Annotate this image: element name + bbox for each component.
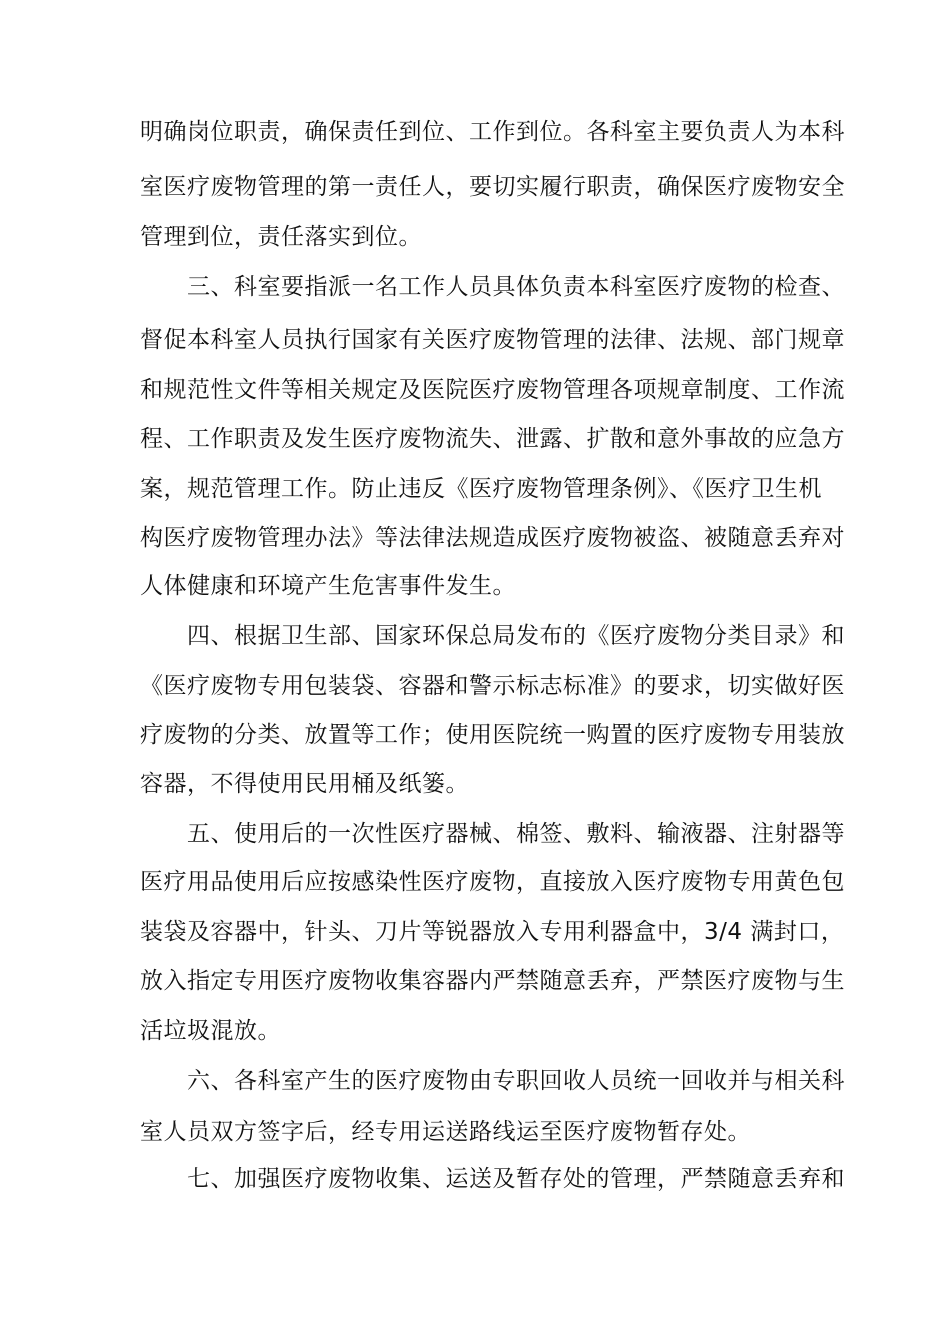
text-line: 督促本科室人员执行国家有关医疗废物管理的法律、法规、部门规章 (140, 327, 845, 353)
text-line: 六、各科室产生的医疗废物由专职回收人员统一回收并与相关科 (187, 1068, 845, 1094)
text-line: 四、根据卫生部、国家环保总局发布的《医疗废物分类目录》和 (187, 623, 845, 649)
text-line: 容器，不得使用民用桶及纸篓。 (140, 771, 469, 797)
text-line: 室医疗废物管理的第一责任人，要切实履行职责，确保医疗废物安全 (140, 174, 845, 200)
text-line: 《医疗废物专用包装袋、容器和警示标志标准》的要求，切实做好医 (140, 673, 845, 699)
text-line: 医疗用品使用后应按感染性医疗废物，直接放入医疗废物专用黄色包 (140, 869, 845, 895)
text-line: 五、使用后的一次性医疗器械、棉签、敷料、输液器、注射器等 (187, 821, 845, 847)
text-line: 活垃圾混放。 (140, 1018, 281, 1044)
text-line: 三、科室要指派一名工作人员具体负责本科室医疗废物的检查、 (187, 274, 845, 300)
text-line: 程、工作职责及发生医疗废物流失、泄露、扩散和意外事故的应急方 (140, 426, 845, 452)
text-line: 管理到位，责任落实到位。 (140, 224, 422, 250)
text-line: 明确岗位职责，确保责任到位、工作到位。各科室主要负责人为本科 (140, 119, 845, 145)
text-line: 装袋及容器中，针头、刀片等锐器放入专用利器盒中，3/4 满封口， (140, 919, 845, 945)
text-line: 构医疗废物管理办法》等法律法规造成医疗废物被盗、被随意丢弃对 (140, 525, 845, 551)
text-line: 和规范性文件等相关规定及医院医疗废物管理各项规章制度、工作流 (140, 377, 845, 403)
text-line: 案，规范管理工作。防止违反《医疗废物管理条例》、《医疗卫生机 (140, 476, 822, 502)
text-line: 七、加强医疗废物收集、运送及暂存处的管理，严禁随意丢弃和 (187, 1166, 845, 1192)
text-line: 疗废物的分类、放置等工作；使用医院统一购置的医疗废物专用装放 (140, 722, 845, 748)
text-line: 室人员双方签字后，经专用运送路线运至医疗废物暂存处。 (140, 1119, 751, 1145)
text-line: 放入指定专用医疗废物收集容器内严禁随意丢弃，严禁医疗废物与生 (140, 968, 845, 994)
text-line: 人体健康和环境产生危害事件发生。 (140, 573, 516, 599)
